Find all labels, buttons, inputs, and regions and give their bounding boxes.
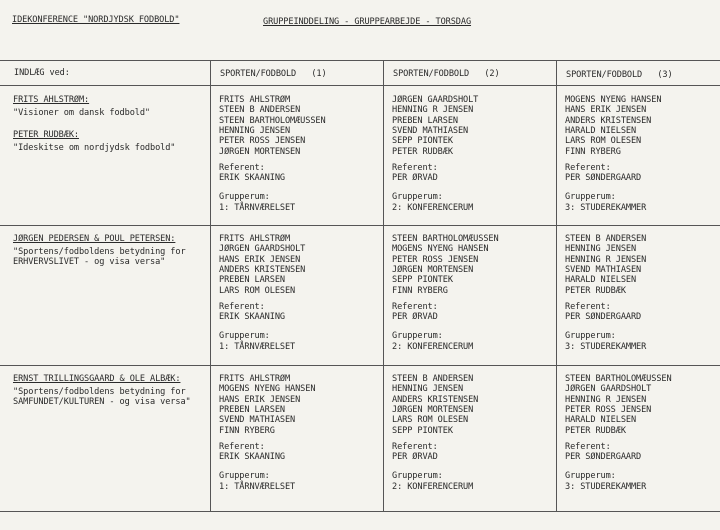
group-member: STEEN B ANDERSEN xyxy=(392,374,474,384)
group-member: STEEN BARTHOLOMÆUSSEN xyxy=(219,115,326,126)
speaker-topic: "Sportens/fodboldens betydning for ERHVERVSLIVET - og visa versa" xyxy=(13,247,186,268)
room-name: 2: KONFERENCERUM xyxy=(392,481,474,492)
room-name: 1: TÅRNVÆRELSET xyxy=(219,481,296,492)
speaker-name: JØRGEN PEDERSEN & POUL PETERSEN: xyxy=(13,234,176,244)
group-member: FRITS AHLSTRØM xyxy=(219,374,291,384)
group-member: JØRGEN GAARDSHOLT xyxy=(392,95,479,105)
referent-name: PER SØNDERGAARD xyxy=(565,452,642,463)
group-member: STEEN B ANDERSEN xyxy=(565,234,647,244)
group-member: STEEN BARTHOLOMÆUSSEN xyxy=(392,234,499,244)
referent-label: Referent: xyxy=(565,441,611,452)
group-member: JØRGEN MORTENSEN xyxy=(392,404,474,415)
group-member: FINN RYBERG xyxy=(219,425,275,436)
group-member: JØRGEN GAARDSHOLT xyxy=(219,244,306,255)
group-member: HANS ERIK JENSEN xyxy=(565,105,647,116)
group-member: SEPP PIONTEK xyxy=(392,425,453,436)
group-member: HENNING JENSEN xyxy=(392,384,464,395)
group-member: ANDERS KRISTENSEN xyxy=(219,264,306,275)
room-name: 1: TÅRNVÆRELSET xyxy=(219,202,296,213)
group-member: JØRGEN GAARDSHOLT xyxy=(565,384,652,395)
group-member: SVEND MATHIASEN xyxy=(565,264,642,275)
group-member: LARS ROM OLESEN xyxy=(219,285,296,296)
group-member: LARS ROM OLESEN xyxy=(565,136,642,147)
group-member: HARALD NIELSEN xyxy=(565,125,637,136)
referent-label: Referent: xyxy=(392,441,438,452)
group-member: FRITS AHLSTRØM xyxy=(219,95,291,105)
group-member: SEPP PIONTEK xyxy=(392,275,453,286)
room-name: 3: STUDEREKAMMER xyxy=(565,341,647,352)
referent-name: PER ØRVAD xyxy=(392,452,438,463)
referent-label: Referent: xyxy=(392,162,438,173)
group-member: SVEND MATHIASEN xyxy=(392,125,469,136)
referent-name: PER ØRVAD xyxy=(392,173,438,184)
referent-label: Referent: xyxy=(219,441,265,452)
group-member: PETER RUDBÆK xyxy=(565,425,626,436)
column-divider-1 xyxy=(210,60,211,512)
room-label: Grupperum: xyxy=(392,331,443,342)
group-member: HENNING R JENSEN xyxy=(565,394,647,405)
group-member: HANS ERIK JENSEN xyxy=(219,254,301,265)
group-member: FRITS AHLSTRØM xyxy=(219,234,291,244)
group-member: HARALD NIELSEN xyxy=(565,275,637,286)
speaker-name: FRITS AHLSTRØM: xyxy=(13,95,90,105)
room-label: Grupperum: xyxy=(392,192,443,203)
room-label: Grupperum: xyxy=(219,331,270,342)
referent-name: PER SØNDERGAARD xyxy=(565,173,642,184)
referent-label: Referent: xyxy=(392,301,438,312)
referent-name: ERIK SKAANING xyxy=(219,452,285,463)
group-member: HENNING R JENSEN xyxy=(392,105,474,116)
group-member: FINN RYBERG xyxy=(565,146,621,157)
schedule-title: GRUPPEINDDELING - GRUPPEARBEJDE - TORSDAG xyxy=(263,17,472,27)
referent-label: Referent: xyxy=(219,162,265,173)
room-label: Grupperum: xyxy=(565,192,616,203)
referent-name: PER SØNDERGAARD xyxy=(565,312,642,323)
room-name: 3: STUDEREKAMMER xyxy=(565,481,647,492)
table-top-border xyxy=(0,60,720,61)
header-speakers: INDLÆG ved: xyxy=(14,68,70,78)
group-member: MOGENS NYENG HANSEN xyxy=(392,244,489,255)
group-member: PETER ROSS JENSEN xyxy=(565,404,652,415)
section-divider-2 xyxy=(0,365,720,366)
group-member: SVEND MATHIASEN xyxy=(219,415,296,426)
room-label: Grupperum: xyxy=(565,331,616,342)
group-member: MOGENS NYENG HANSEN xyxy=(565,95,662,105)
column-divider-2 xyxy=(383,60,384,512)
group-member: PREBEN LARSEN xyxy=(219,275,285,286)
group-member: ANDERS KRISTENSEN xyxy=(392,394,479,405)
room-name: 1: TÅRNVÆRELSET xyxy=(219,341,296,352)
group-member: JØRGEN MORTENSEN xyxy=(219,146,301,157)
group-member: HARALD NIELSEN xyxy=(565,415,637,426)
group-member: MOGENS NYENG HANSEN xyxy=(219,384,316,395)
group-member: PREBEN LARSEN xyxy=(392,115,458,126)
room-label: Grupperum: xyxy=(219,471,270,482)
section-divider-1 xyxy=(0,225,720,226)
referent-name: ERIK SKAANING xyxy=(219,312,285,323)
header-group-1: SPORTEN/FODBOLD (1) xyxy=(220,69,327,79)
header-group-2: SPORTEN/FODBOLD (2) xyxy=(393,69,500,79)
header-group-3: SPORTEN/FODBOLD (3) xyxy=(566,70,673,80)
room-name: 3: STUDEREKAMMER xyxy=(565,202,647,213)
room-name: 2: KONFERENCERUM xyxy=(392,202,474,213)
speaker-topic: "Visioner om dansk fodbold" xyxy=(13,108,150,118)
referent-label: Referent: xyxy=(565,162,611,173)
referent-name: ERIK SKAANING xyxy=(219,173,285,184)
group-member: PETER ROSS JENSEN xyxy=(219,136,306,147)
group-member: HENNING JENSEN xyxy=(565,244,637,255)
room-label: Grupperum: xyxy=(392,471,443,482)
referent-label: Referent: xyxy=(219,301,265,312)
room-label: Grupperum: xyxy=(565,471,616,482)
referent-label: Referent: xyxy=(565,301,611,312)
table-bottom-border xyxy=(0,511,720,512)
group-member: PETER RUDBÆK xyxy=(565,285,626,296)
group-member: HANS ERIK JENSEN xyxy=(219,394,301,405)
group-member: FINN RYBERG xyxy=(392,285,448,296)
document-title: IDEKONFERENCE "NORDJYDSK FODBOLD" xyxy=(12,15,180,25)
room-label: Grupperum: xyxy=(219,192,270,203)
group-member: STEEN B ANDERSEN xyxy=(219,105,301,116)
group-member: LARS ROM OLESEN xyxy=(392,415,469,426)
speaker-name: PETER RUDBÆK: xyxy=(13,130,79,141)
group-member: JØRGEN MORTENSEN xyxy=(392,264,474,275)
column-divider-3 xyxy=(556,60,557,512)
referent-name: PER ØRVAD xyxy=(392,312,438,323)
speaker-topic: "Ideskitse om nordjydsk fodbold" xyxy=(13,143,176,154)
group-member: PETER RUDBÆK xyxy=(392,146,453,157)
group-member: HENNING R JENSEN xyxy=(565,254,647,265)
speaker-name: ERNST TRILLINGSGAARD & OLE ALBÆK: xyxy=(13,374,181,384)
header-bottom-border xyxy=(0,85,720,86)
group-member: SEPP PIONTEK xyxy=(392,136,453,147)
room-name: 2: KONFERENCERUM xyxy=(392,341,474,352)
group-member: PETER ROSS JENSEN xyxy=(392,254,479,265)
group-member: HENNING JENSEN xyxy=(219,125,291,136)
speaker-topic: "Sportens/fodboldens betydning for SAMFUNDET/KULTUREN - og visa versa" xyxy=(13,387,191,408)
group-member: STEEN BARTHOLOMÆUSSEN xyxy=(565,374,672,384)
group-member: ANDERS KRISTENSEN xyxy=(565,115,652,126)
group-member: PREBEN LARSEN xyxy=(219,404,285,415)
